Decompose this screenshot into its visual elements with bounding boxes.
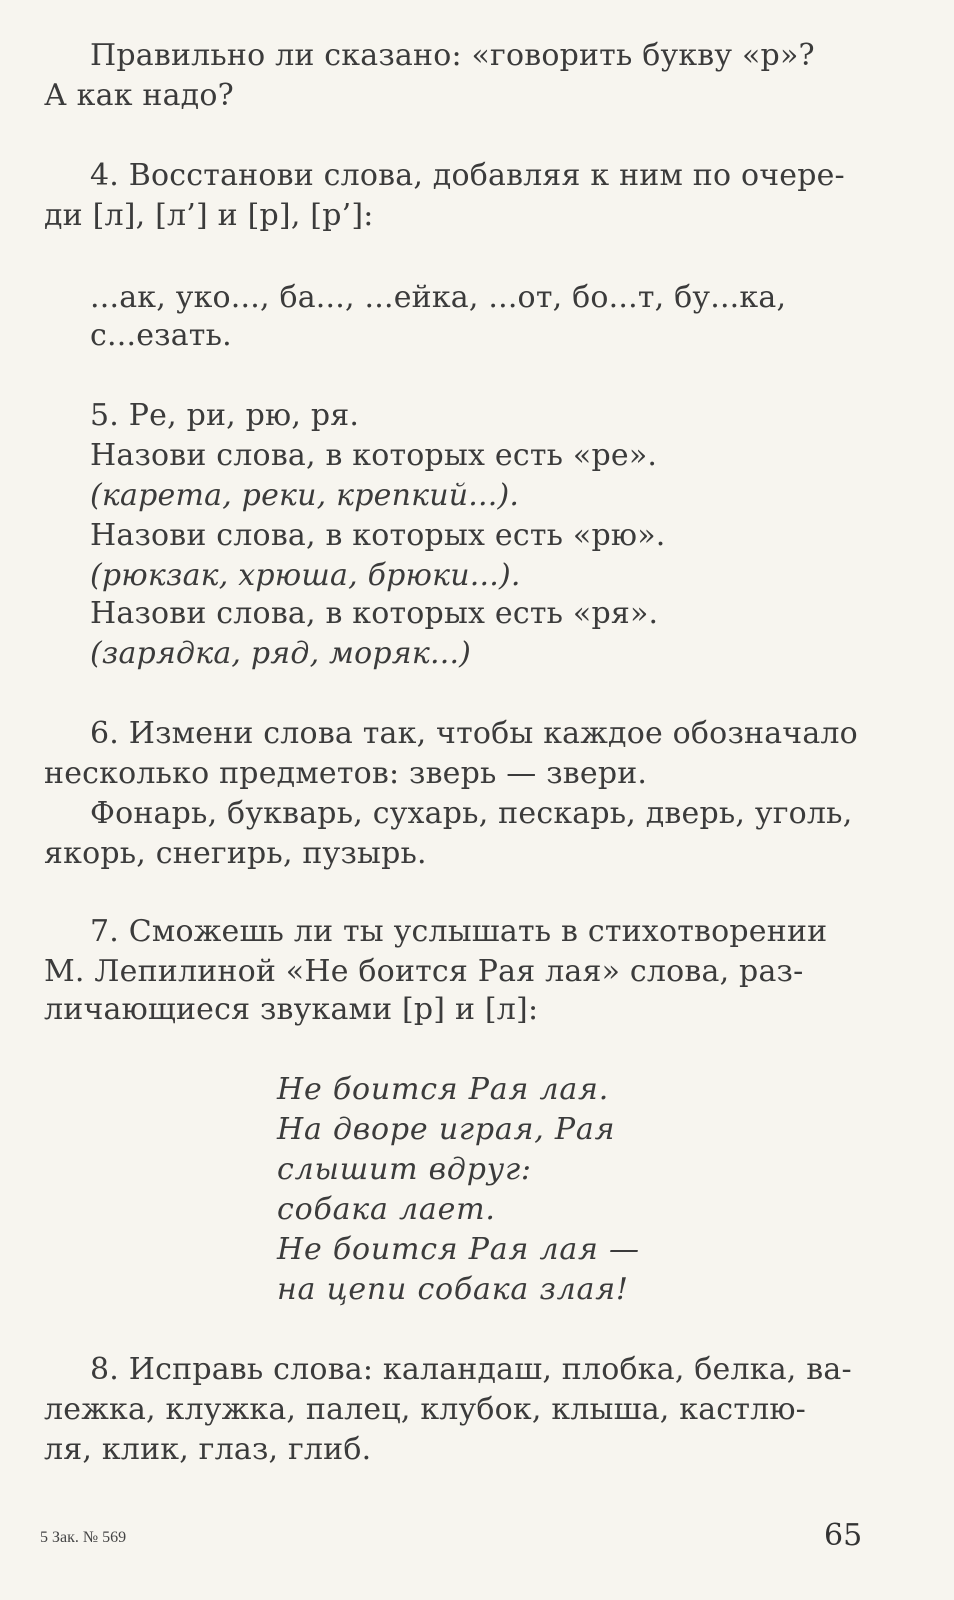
ex6-line-1: 6. Измени слова так, чтобы каждое обозначало xyxy=(90,716,858,751)
ex5-examples-rya: (зарядка, ряд, моряк...) xyxy=(90,636,472,671)
print-order-number: 5 Зак. № 569 xyxy=(40,1529,127,1546)
ex8-line-2: лежка, клужка, палец, клубок, клыша, кастлю- xyxy=(44,1392,807,1427)
poem-line-4: собака лает. xyxy=(277,1192,496,1227)
ex4-line-4: с...езать. xyxy=(90,318,232,353)
intro-line-1: Правильно ли сказано: «говорить букву «р»? xyxy=(90,38,815,73)
poem-line-2: На дворе играя, Рая xyxy=(277,1112,616,1147)
ex4-line-2: ди [л], [л’] и [р], [р’]: xyxy=(44,198,374,233)
ex6-line-4: якорь, снегирь, пузырь. xyxy=(44,836,427,871)
ex8-line-3: ля, клик, глаз, глиб. xyxy=(44,1432,372,1467)
ex7-line-3: личающиеся звуками [р] и [л]: xyxy=(44,992,539,1027)
poem-line-3: слышит вдруг: xyxy=(277,1152,532,1187)
poem-line-6: на цепи собака злая! xyxy=(277,1272,629,1307)
ex5-line-2: Назови слова, в которых есть «ре». xyxy=(90,438,658,473)
ex8-line-1: 8. Исправь слова: каландаш, плобка, белка, ва- xyxy=(90,1352,852,1387)
ex4-line-3: ...ак, уко..., ба..., ...ейка, ...от, бо...т, бу...ка, xyxy=(90,280,787,315)
ex5-line-6: Назови слова, в которых есть «ря». xyxy=(90,596,659,631)
ex7-line-2: М. Лепилиной «Не боится Рая лая» слова, раз- xyxy=(44,954,804,989)
ex5-line-1: 5. Ре, ри, рю, ря. xyxy=(90,398,360,433)
ex6-line-3: Фонарь, букварь, сухарь, пескарь, дверь, уголь, xyxy=(90,796,853,831)
ex5-examples-ryu: (рюкзак, хрюша, брюки...). xyxy=(90,558,521,593)
page-number: 65 xyxy=(824,1518,863,1553)
ex7-line-1: 7. Сможешь ли ты услышать в стихотворении xyxy=(90,914,828,949)
intro-line-2: А как надо? xyxy=(44,78,234,113)
ex5-line-4: Назови слова, в которых есть «рю». xyxy=(90,518,666,553)
poem-line-1: Не боится Рая лая. xyxy=(277,1072,610,1107)
poem-line-5: Не боится Рая лая — xyxy=(277,1232,640,1267)
ex4-line-1: 4. Восстанови слова, добавляя к ним по очере- xyxy=(90,158,845,193)
ex6-line-2: несколько предметов: зверь — звери. xyxy=(44,756,648,791)
ex5-examples-re: (карета, реки, крепкий...). xyxy=(90,478,520,513)
